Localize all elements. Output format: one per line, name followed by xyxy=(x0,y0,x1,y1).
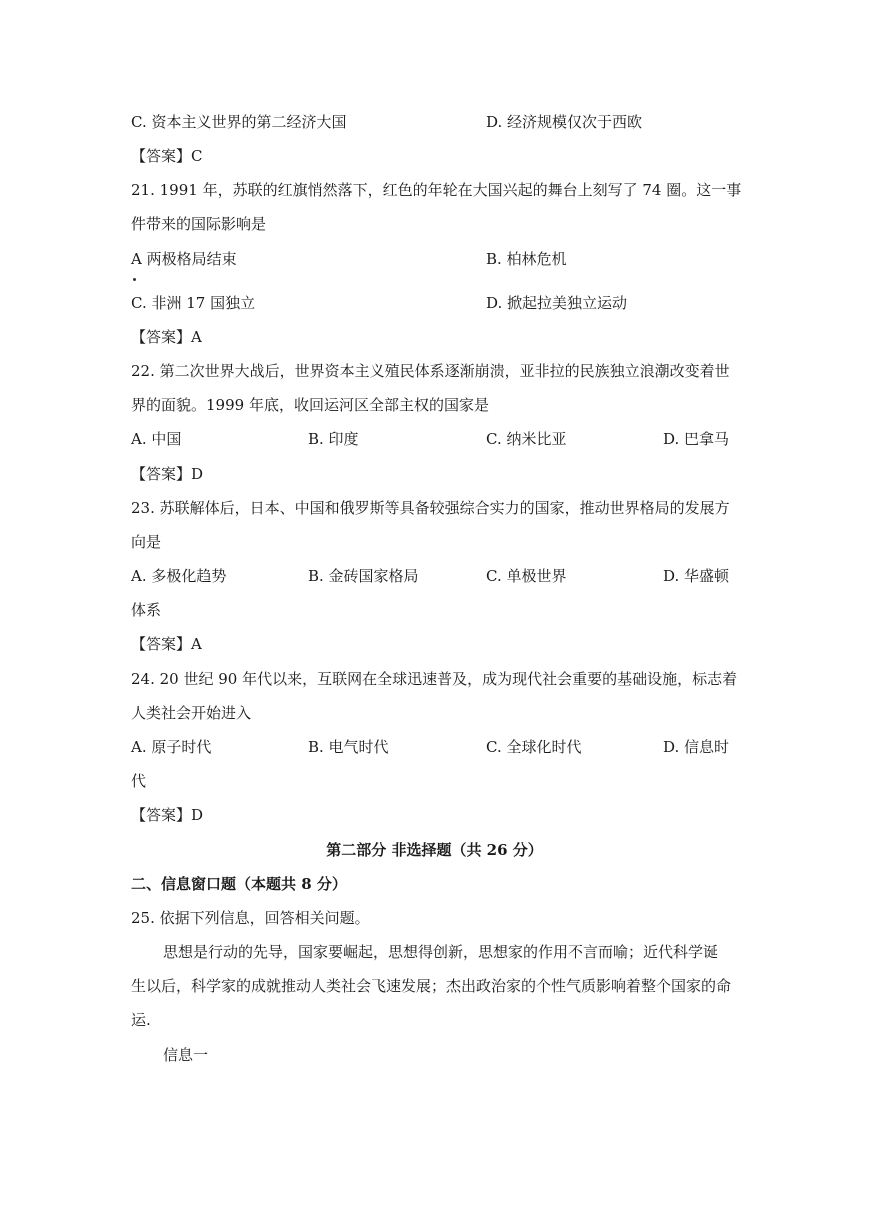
q23-option-b: B. 金砖国家格局 xyxy=(308,567,419,585)
q20-option-c: C. 资本主义世界的第二经济大国 xyxy=(131,113,347,131)
q24-option-b: B. 电气时代 xyxy=(308,738,389,756)
q24-stem-line2: 人类社会开始进入 xyxy=(131,704,252,722)
q24-option-a: A. 原子时代 xyxy=(131,738,212,756)
q25-paragraph-line1: 思想是行动的先导，国家要崛起，思想得创新，思想家的作用不言而喻；近代科学诞 xyxy=(163,943,719,961)
q25-paragraph-line3: 运. xyxy=(131,1011,151,1029)
q23-option-d: D. 华盛顿 xyxy=(663,567,730,585)
q23-option-c: C. 单极世界 xyxy=(486,567,567,585)
q24-answer: 【答案】D xyxy=(131,806,204,824)
q21-option-b: B. 柏林危机 xyxy=(486,250,567,268)
q25-stem: 25. 依据下列信息，回答相关问题。 xyxy=(131,909,370,927)
q22-answer: 【答案】D xyxy=(131,465,204,483)
q25-paragraph-line2: 生以后，科学家的成就推动人类社会飞速发展；杰出政治家的个性气质影响着整个国家的命 xyxy=(131,977,732,995)
q21-option-a: A 两极格局结束 xyxy=(131,250,237,268)
q23-answer: 【答案】A xyxy=(131,635,202,653)
q22-option-b: B. 印度 xyxy=(308,430,359,448)
q21-stem-line2: 件带来的国际影响是 xyxy=(131,215,267,233)
q22-option-d: D. 巴拿马 xyxy=(663,430,730,448)
q22-option-c: C. 纳米比亚 xyxy=(486,430,567,448)
q21-stem-line1: 21. 1991 年，苏联的红旗悄然落下，红色的年轮在大国兴起的舞台上刻写了 74 圈。这一事 xyxy=(131,181,742,199)
q22-stem-line1: 22. 第二次世界大战后，世界资本主义殖民体系逐渐崩溃，亚非拉的民族独立浪潮改变着世 xyxy=(131,362,730,380)
q21-answer: 【答案】A xyxy=(131,328,202,346)
q22-option-a: A. 中国 xyxy=(131,430,182,448)
q23-option-a: A. 多极化趋势 xyxy=(131,567,227,585)
q24-stem-line1: 24. 20 世纪 90 年代以来，互联网在全球迅速普及，成为现代社会重要的基础设施，标志着 xyxy=(131,670,738,688)
q25-info-1-label: 信息一 xyxy=(163,1046,209,1064)
q23-stem-line1: 23. 苏联解体后，日本、中国和俄罗斯等具备较强综合实力的国家，推动世界格局的发展方 xyxy=(131,499,730,517)
section2-title: 二、信息窗口题（本题共 8 分） xyxy=(131,875,347,893)
q20-answer: 【答案】C xyxy=(131,147,203,165)
q24-option-c: C. 全球化时代 xyxy=(486,738,582,756)
q23-stem-line2: 向是 xyxy=(131,533,162,551)
q24-option-d: D. 信息时 xyxy=(663,738,730,756)
q20-option-d: D. 经济规模仅次于西欧 xyxy=(486,113,643,131)
q24-option-d-continued: 代 xyxy=(131,772,147,790)
q21-option-d: D. 掀起拉美独立运动 xyxy=(486,294,628,312)
q22-stem-line2: 界的面貌。1999 年底，收回运河区全部主权的国家是 xyxy=(131,396,489,414)
stray-dot-mark xyxy=(133,278,136,281)
q23-option-d-continued: 体系 xyxy=(131,601,162,619)
q21-option-c: C. 非洲 17 国独立 xyxy=(131,294,256,312)
part2-title: 第二部分 非选择题（共 26 分） xyxy=(326,841,543,859)
